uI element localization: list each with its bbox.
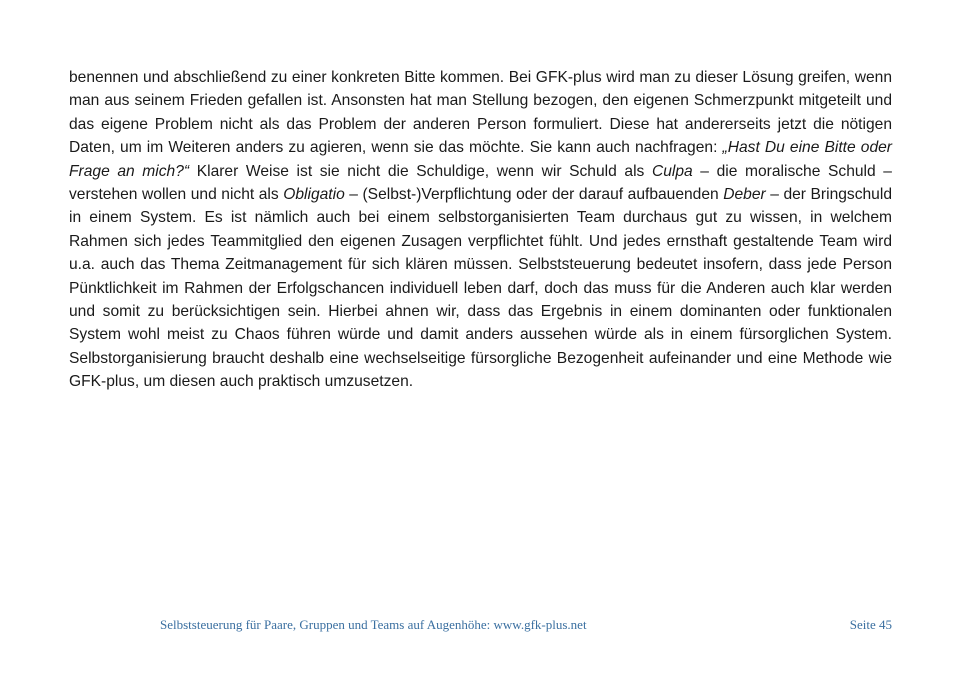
body-paragraph (69, 66, 892, 394)
text-run-italic: Obligatio (283, 186, 345, 204)
text-run: – die moralische Schuld – verstehen wollen und nicht als (69, 162, 892, 204)
text-run-italic: „Hast Du eine Bitte oder Frage an mich?“ (69, 139, 892, 180)
text-run-italic: Culpa (651, 162, 693, 180)
text-run-italic: Deber (723, 186, 766, 204)
text-run: Klarer Weise ist sie nicht die Schuldige, wenn wir Schuld als (189, 162, 652, 180)
text-run: benennen und abschließend zu einer konkreten Bitte kommen. Bei GFK-plus wird man zu dieser Lösung greifen, wenn man aus seinem Frieden gefallen ist. Ansonsten hat man Stellung bezogen, den eigenen Schmerzpunkt mitgeteilt und das eigene Problem nicht als das Problem der anderen Person formuliert. Diese hat andererseits jetzt die nötigen Daten, um im Weiteren anders zu agieren, wenn sie das möchte. Sie kann auch nachfragen: (69, 69, 892, 157)
text-run: – (Selbst-)Verpflichtung oder der darauf aufbauenden (344, 186, 724, 204)
footer-title: Selbststeuerung für Paare, Gruppen und Teams auf Augenhöhe: www.gfk-plus.net (160, 617, 587, 632)
text-run: – der Bringschuld in einem System. Es ist nämlich auch bei einem selbstorganisierten Team durchaus gut zu wissen, in welchem Rahmen sich jedes Teammitglied den eigenen Zusagen verpflichtet fühlt. Und jedes ernsthaft gestaltende Team wird u.a. auch das Thema Zeitmanagement für sich klären müssen. Selbststeuerung bedeutet insofern, dass jede Person Pünktlichkeit im Rahmen der Erfolgschancen individuell leben darf, doch das muss für die Anderen auch klar werden und somit zu berücksichtigen sein. Hierbei ahnen wir, dass das Ergebnis in einem dominanten oder funktionalen System wohl meist zu Chaos führen würde und damit anders aussehen würde als in einem fürsorglichen System. Selbstorganisierung braucht deshalb eine wechselseitige fürsorgliche Bezogenheit aufeinander und eine Methode wie GFK-plus, um diesen auch praktisch umzusetzen. (69, 186, 892, 391)
page-number: Seite 45 (849, 617, 892, 632)
